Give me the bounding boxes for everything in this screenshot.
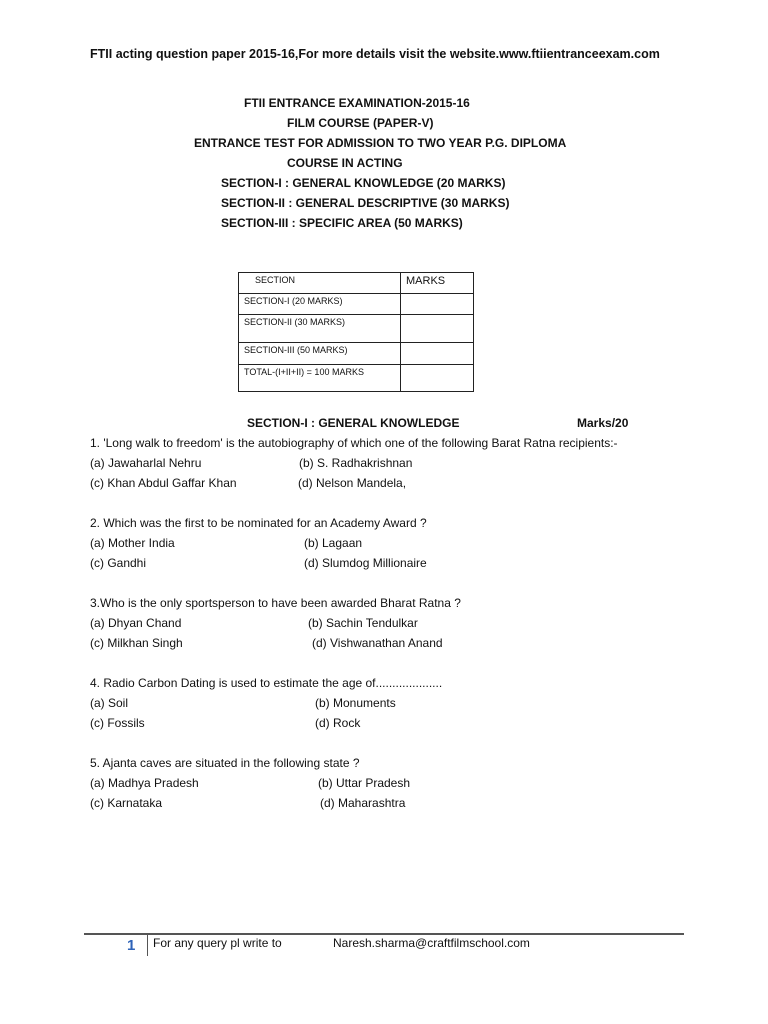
table-row: [239, 365, 474, 392]
question-2: 2. Which was the first to be nominated for an Academy Award ?: [90, 516, 427, 530]
exam-title: FTII ENTRANCE EXAMINATION-2015-16: [244, 96, 470, 110]
table-cell: SECTION-II (30 MARKS): [239, 315, 401, 343]
section-1-summary: SECTION-I : GENERAL KNOWLEDGE (20 MARKS): [221, 176, 506, 190]
q5-option-c: (c) Karnataka: [90, 796, 163, 810]
marks-table-col-marks: MARKS: [401, 273, 474, 294]
question-1: 1. 'Long walk to freedom' is the autobiography of which one of the following Barat Ratna recipients:-: [90, 436, 618, 450]
footer-email[interactable]: Naresh.sharma@craftfilmschool.com: [333, 936, 530, 950]
q3-option-d: (d) Vishwanathan Anand: [312, 636, 443, 650]
q5-option-a: (a) Madhya Pradesh: [90, 776, 199, 790]
table-cell: TOTAL-(I+II+II) = 100 MARKS: [239, 365, 401, 392]
question-3: 3.Who is the only sportsperson to have been awarded Bharat Ratna ?: [90, 596, 461, 610]
table-row: [239, 315, 474, 343]
q2-option-b: (b) Lagaan: [304, 536, 363, 550]
footer-query-text: For any query pl write to: [153, 936, 282, 950]
table-cell-empty: [401, 315, 474, 343]
q4-option-a: (a) Soil: [90, 696, 129, 710]
q4-option-d: (d) Rock: [315, 716, 361, 730]
q1-option-d: (d) Nelson Mandela,: [298, 476, 407, 490]
q1-option-c: (c) Khan Abdul Gaffar Khan: [90, 476, 237, 490]
course-name: COURSE IN ACTING: [287, 156, 403, 170]
course-title: FILM COURSE (PAPER-V): [287, 116, 434, 130]
q5-option-d: (d) Maharashtra: [320, 796, 406, 810]
section-1-marks: Marks/20: [577, 416, 629, 430]
section-1-title: SECTION-I : GENERAL KNOWLEDGE: [247, 416, 460, 430]
q4-option-b: (b) Monuments: [315, 696, 396, 710]
footer-separator: [147, 934, 148, 956]
marks-table: [238, 272, 474, 392]
test-title: ENTRANCE TEST FOR ADMISSION TO TWO YEAR P.G. DIPLOMA: [194, 136, 567, 150]
q2-option-d: (d) Slumdog Millionaire: [304, 556, 427, 570]
footer-divider: [84, 933, 684, 935]
table-cell-empty: [401, 365, 474, 392]
q2-option-a: (a) Mother India: [90, 536, 175, 550]
table-row: [239, 294, 474, 315]
question-5: 5. Ajanta caves are situated in the following state ?: [90, 756, 360, 770]
table-cell-empty: [401, 343, 474, 365]
section-2-summary: SECTION-II : GENERAL DESCRIPTIVE (30 MARKS): [221, 196, 510, 210]
table-cell-empty: [401, 294, 474, 315]
q1-option-b: (b) S. Radhakrishnan: [299, 456, 413, 470]
question-4: 4. Radio Carbon Dating is used to estimate the age of....................: [90, 676, 443, 690]
section-3-summary: SECTION-III : SPECIFIC AREA (50 MARKS): [221, 216, 463, 230]
page-number: 1: [127, 937, 136, 954]
table-row: [239, 343, 474, 365]
q4-option-c: (c) Fossils: [90, 716, 145, 730]
q5-option-b: (b) Uttar Pradesh: [318, 776, 411, 790]
top-note: FTII acting question paper 2015-16,For more details visit the website.www.ftiientranceexam.com: [90, 47, 660, 61]
table-cell: SECTION-III (50 MARKS): [239, 343, 401, 365]
marks-table-col-section: SECTION: [239, 273, 401, 294]
q2-option-c: (c) Gandhi: [90, 556, 147, 570]
table-cell: SECTION-I (20 MARKS): [239, 294, 401, 315]
q3-option-c: (c) Milkhan Singh: [90, 636, 183, 650]
q3-option-b: (b) Sachin Tendulkar: [308, 616, 418, 630]
q1-option-a: (a) Jawaharlal Nehru: [90, 456, 202, 470]
marks-table-header: [239, 273, 474, 294]
q3-option-a: (a) Dhyan Chand: [90, 616, 182, 630]
